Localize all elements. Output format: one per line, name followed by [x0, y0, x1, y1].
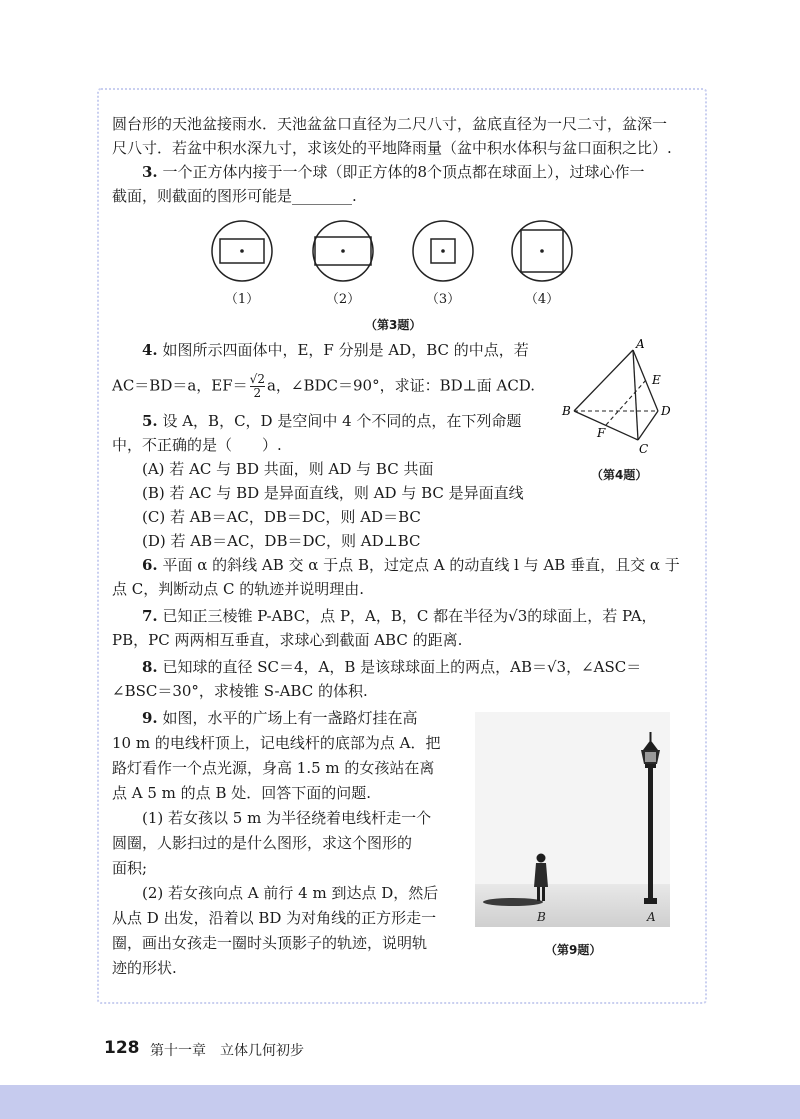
point-label: A: [636, 337, 645, 351]
question-text: (1) 若女孩以 5 m 为半径绕着电线杆走一个: [142, 809, 432, 827]
question-4: [142, 338, 529, 362]
fraction-denominator: 2: [253, 386, 262, 400]
question-text-part: AC＝BD＝a，EF＝: [112, 376, 248, 395]
figure-caption: （第4题）: [591, 468, 648, 482]
question-number: 3.: [142, 163, 158, 181]
question-text: 点 C，判断动点 C 的轨迹并说明理由.: [112, 580, 365, 598]
question-text: 如图，水平的广场上有一盏路灯挂在高: [162, 709, 418, 727]
figure-label: （3）: [425, 292, 461, 307]
figure-caption: （第3题）: [365, 318, 422, 332]
question-number: 4.: [142, 341, 158, 359]
question-text-part: a，∠BDC＝90°，求证：BD⊥面 ACD.: [266, 376, 536, 395]
photo-label-a: A: [647, 910, 656, 924]
option-d: (D) 若 AB＝AC，DB＝DC，则 AD⊥BC: [142, 532, 421, 550]
figure-caption: （第9题）: [545, 943, 602, 957]
question-3: [142, 160, 645, 184]
question-text: 10 m 的电线杆顶上，记电线杆的底部为点 A．把: [112, 734, 441, 752]
question-8: [142, 655, 641, 679]
point-label: F: [597, 426, 606, 440]
option-c: (C) 若 AB＝AC，DB＝DC，则 AD＝BC: [142, 508, 421, 526]
circle-figure-4: [512, 221, 572, 281]
question-text: PB，PC 两两相互垂直，求球心到截面 ABC 的距离.: [112, 631, 463, 649]
paragraph-line: 圆台形的天池盆接雨水．天池盆盆口直径为二尺八寸，盆底直径为一尺二寸，盆深一: [112, 115, 668, 133]
question-text: 从点 D 出发，沿着以 BD 为对角线的正方形走一: [112, 909, 437, 927]
question-number: 8.: [142, 658, 158, 676]
question-text: (2) 若女孩向点 A 前行 4 m 到达点 D，然后: [142, 884, 439, 902]
question-text: ∠BSC＝30°，求棱锥 S-ABC 的体积.: [112, 682, 368, 700]
figure-label: （2）: [325, 292, 361, 307]
question-text: 截面，则截面的图形可能是________.: [112, 187, 357, 205]
edge-ac: [633, 350, 638, 440]
question-text: 中，不正确的是（ ）.: [112, 436, 282, 454]
question-text: 如图所示四面体中，E，F 分别是 AD，BC 的中点，若: [162, 341, 529, 359]
question-number: 5.: [142, 412, 158, 430]
chapter-title: 第十一章 立体几何初步: [150, 1043, 304, 1059]
segment-ef: [606, 380, 646, 425]
question-number: 9.: [142, 709, 158, 727]
point-label: D: [661, 404, 671, 418]
question-6: [142, 553, 680, 577]
question-text: 设 A，B，C，D 是空间中 4 个不同的点，在下列命题: [162, 412, 522, 430]
question-5: [142, 409, 521, 433]
question-text: 已知球的直径 SC＝4，A，B 是该球球面上的两点，AB＝√3，∠ASC＝: [162, 658, 642, 676]
fraction-numerator: √2: [249, 372, 265, 386]
option-b: (B) 若 AC 与 BD 是异面直线，则 AD 与 BC 是异面直线: [142, 484, 524, 502]
question-text: 圈，画出女孩走一圈时头顶影子的轨迹，说明轨: [112, 934, 428, 952]
figure-label: （4）: [524, 292, 560, 307]
street-lamp-photo: [475, 712, 670, 927]
point-label: B: [562, 404, 571, 418]
circle-figure-3: [413, 221, 473, 281]
question-text: 已知正三棱锥 P-ABC，点 P，A，B，C 都在半径为√3的球面上，若 PA，: [162, 607, 657, 625]
edge-bc: [574, 411, 638, 440]
question-text: 圆圈，人影扫过的是什么图形，求这个图形的: [112, 834, 413, 852]
figure-label: （1）: [224, 292, 260, 307]
fraction: [250, 373, 265, 400]
question-number: 6.: [142, 556, 158, 574]
point-label: C: [639, 442, 649, 456]
question-text: 一个正方体内接于一个球（即正方体的8个顶点都在球面上），过球心作一: [162, 163, 645, 181]
question-text: 路灯看作一个点光源，身高 1.5 m 的女孩站在离: [112, 759, 435, 777]
question-text: 点 A 5 m 的点 B 处．回答下面的问题.: [112, 784, 372, 802]
circle-figure-1: [212, 221, 272, 281]
question-9: [142, 706, 417, 730]
question-text: 迹的形状.: [112, 959, 177, 977]
point-label: E: [652, 373, 661, 387]
page-number: 128: [104, 1038, 140, 1058]
question-number: 7.: [142, 607, 158, 625]
edge-ab: [574, 350, 633, 411]
paragraph-line: 尺八寸．若盆中积水深九寸，求该处的平地降雨量（盆中积水体积与盆口面积之比）.: [112, 139, 672, 157]
question-7: [142, 604, 657, 628]
q3-figures: [200, 218, 580, 288]
option-a: (A) 若 AC 与 BD 共面，则 AD 与 BC 共面: [142, 460, 434, 478]
edge-dc: [638, 411, 658, 440]
footer-band: [0, 1085, 800, 1119]
tetrahedron-figure: [560, 336, 680, 456]
question-text: [112, 373, 535, 400]
question-text: 平面 α 的斜线 AB 交 α 于点 B，过定点 A 的动直线 l 与 AB 垂直，且交 α 于: [162, 556, 680, 574]
question-text: 面积;: [112, 859, 148, 877]
photo-label-b: B: [537, 910, 546, 924]
girl-shadow: [483, 898, 543, 906]
circle-figure-2: [313, 221, 373, 281]
